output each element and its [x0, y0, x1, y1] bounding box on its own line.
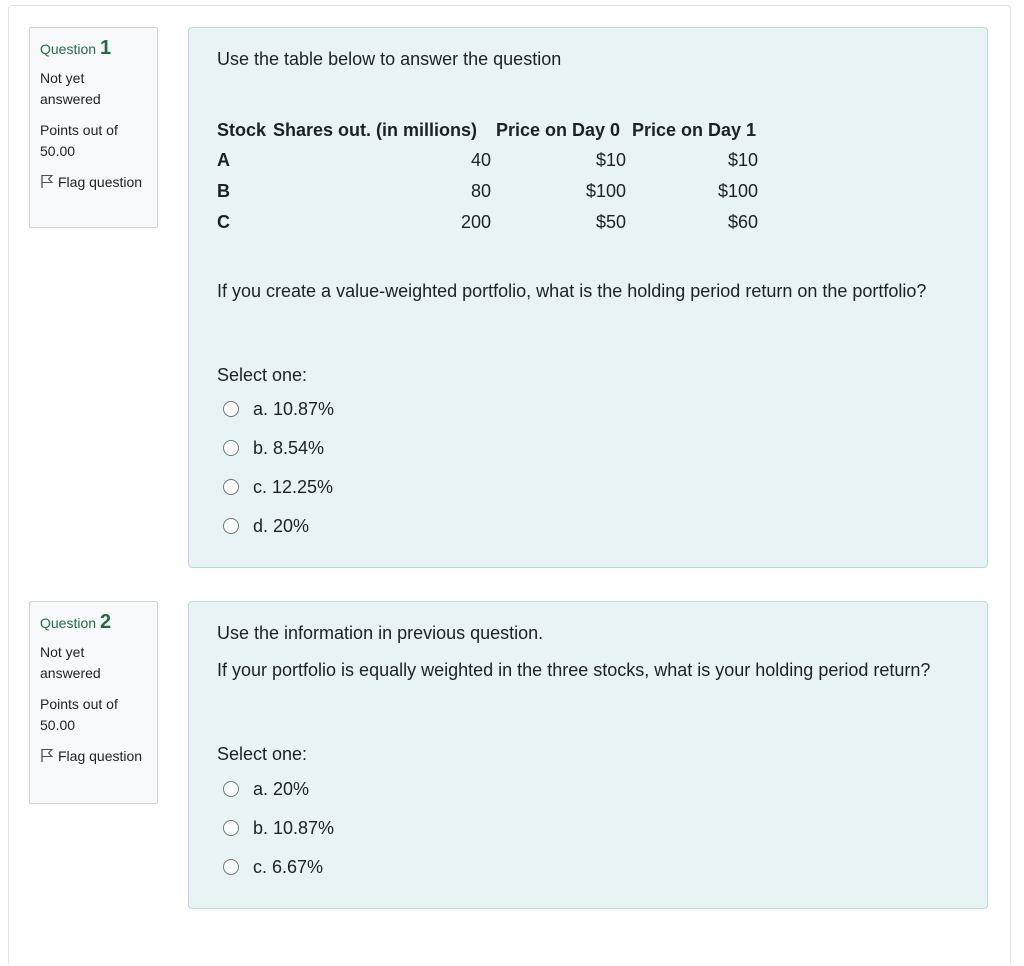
question-intro: Use the table below to answer the question — [217, 49, 562, 69]
radio-button[interactable] — [223, 820, 239, 836]
radio-button[interactable] — [223, 440, 239, 456]
table-cell-price0: $50 — [595, 212, 626, 232]
table-cell-price1: $60 — [727, 212, 758, 232]
question-state: Not yet answered — [40, 644, 101, 681]
radio-button[interactable] — [223, 401, 239, 417]
option-label: b. 10.87% — [253, 817, 335, 838]
radio-button[interactable] — [223, 479, 239, 495]
question-number: 2 — [99, 611, 112, 633]
table-header: Price on Day 0 — [496, 120, 621, 140]
flag-question-label: Flag question — [58, 748, 143, 764]
flag-question-link[interactable] — [40, 746, 147, 769]
option-label: d. 20% — [253, 515, 310, 536]
select-one-label: Select one: — [217, 744, 308, 764]
option-label: a. 20% — [253, 778, 310, 799]
answer-option-b[interactable] — [223, 816, 334, 840]
question-grade: Points out of 50.00 — [40, 696, 118, 733]
flag-question-label: Flag question — [58, 174, 143, 190]
question-info-1 — [29, 27, 158, 228]
table-cell-price1: $10 — [727, 150, 758, 170]
table-header: Price on Day 1 — [632, 120, 757, 140]
answer-option-b[interactable] — [223, 436, 324, 460]
option-label: c. 6.67% — [253, 856, 324, 877]
question-number-2 — [40, 612, 147, 634]
option-label: a. 10.87% — [253, 398, 335, 419]
question-info-2 — [29, 601, 158, 804]
table-header: Shares out. (in millions) — [273, 120, 478, 140]
answer-option-a[interactable] — [223, 397, 334, 421]
flag-icon — [40, 748, 54, 769]
table-cell-shares: 200 — [460, 212, 491, 232]
question-content-1 — [188, 27, 988, 568]
option-label: b. 8.54% — [253, 437, 325, 458]
question-intro: Use the information in previous question. — [217, 623, 544, 643]
answer-option-c[interactable] — [223, 475, 333, 499]
answer-option-c[interactable] — [223, 855, 323, 879]
table-cell-price0: $100 — [585, 181, 626, 201]
question-grade: Points out of 50.00 — [40, 122, 118, 159]
answer-option-d[interactable] — [223, 514, 309, 538]
table-header: Stock — [217, 120, 267, 140]
table-cell-price0: $10 — [595, 150, 626, 170]
table-cell-stock: A — [217, 150, 230, 170]
question-label: Question — [40, 615, 97, 631]
question-number-1 — [40, 38, 147, 60]
option-label: c. 12.25% — [253, 476, 334, 497]
table-cell-shares: 40 — [470, 150, 491, 170]
answer-option-a[interactable] — [223, 777, 309, 801]
question-content-2 — [188, 601, 988, 909]
table-cell-shares: 80 — [470, 181, 491, 201]
radio-button[interactable] — [223, 781, 239, 797]
flag-question-link[interactable] — [40, 172, 147, 195]
question-label: Question — [40, 41, 97, 57]
question-number: 1 — [99, 37, 112, 59]
select-one-label: Select one: — [217, 365, 308, 385]
radio-button[interactable] — [223, 859, 239, 875]
question-prompt: If you create a value-weighted portfolio, what is the holding period return on the portfolio? — [217, 281, 927, 301]
radio-button[interactable] — [223, 518, 239, 534]
question-state: Not yet answered — [40, 70, 101, 107]
flag-icon — [40, 174, 54, 195]
table-cell-stock: B — [217, 181, 230, 201]
question-prompt: If your portfolio is equally weighted in the three stocks, what is your holding period return? — [217, 660, 931, 680]
table-cell-stock: C — [217, 212, 230, 232]
table-cell-price1: $100 — [717, 181, 758, 201]
